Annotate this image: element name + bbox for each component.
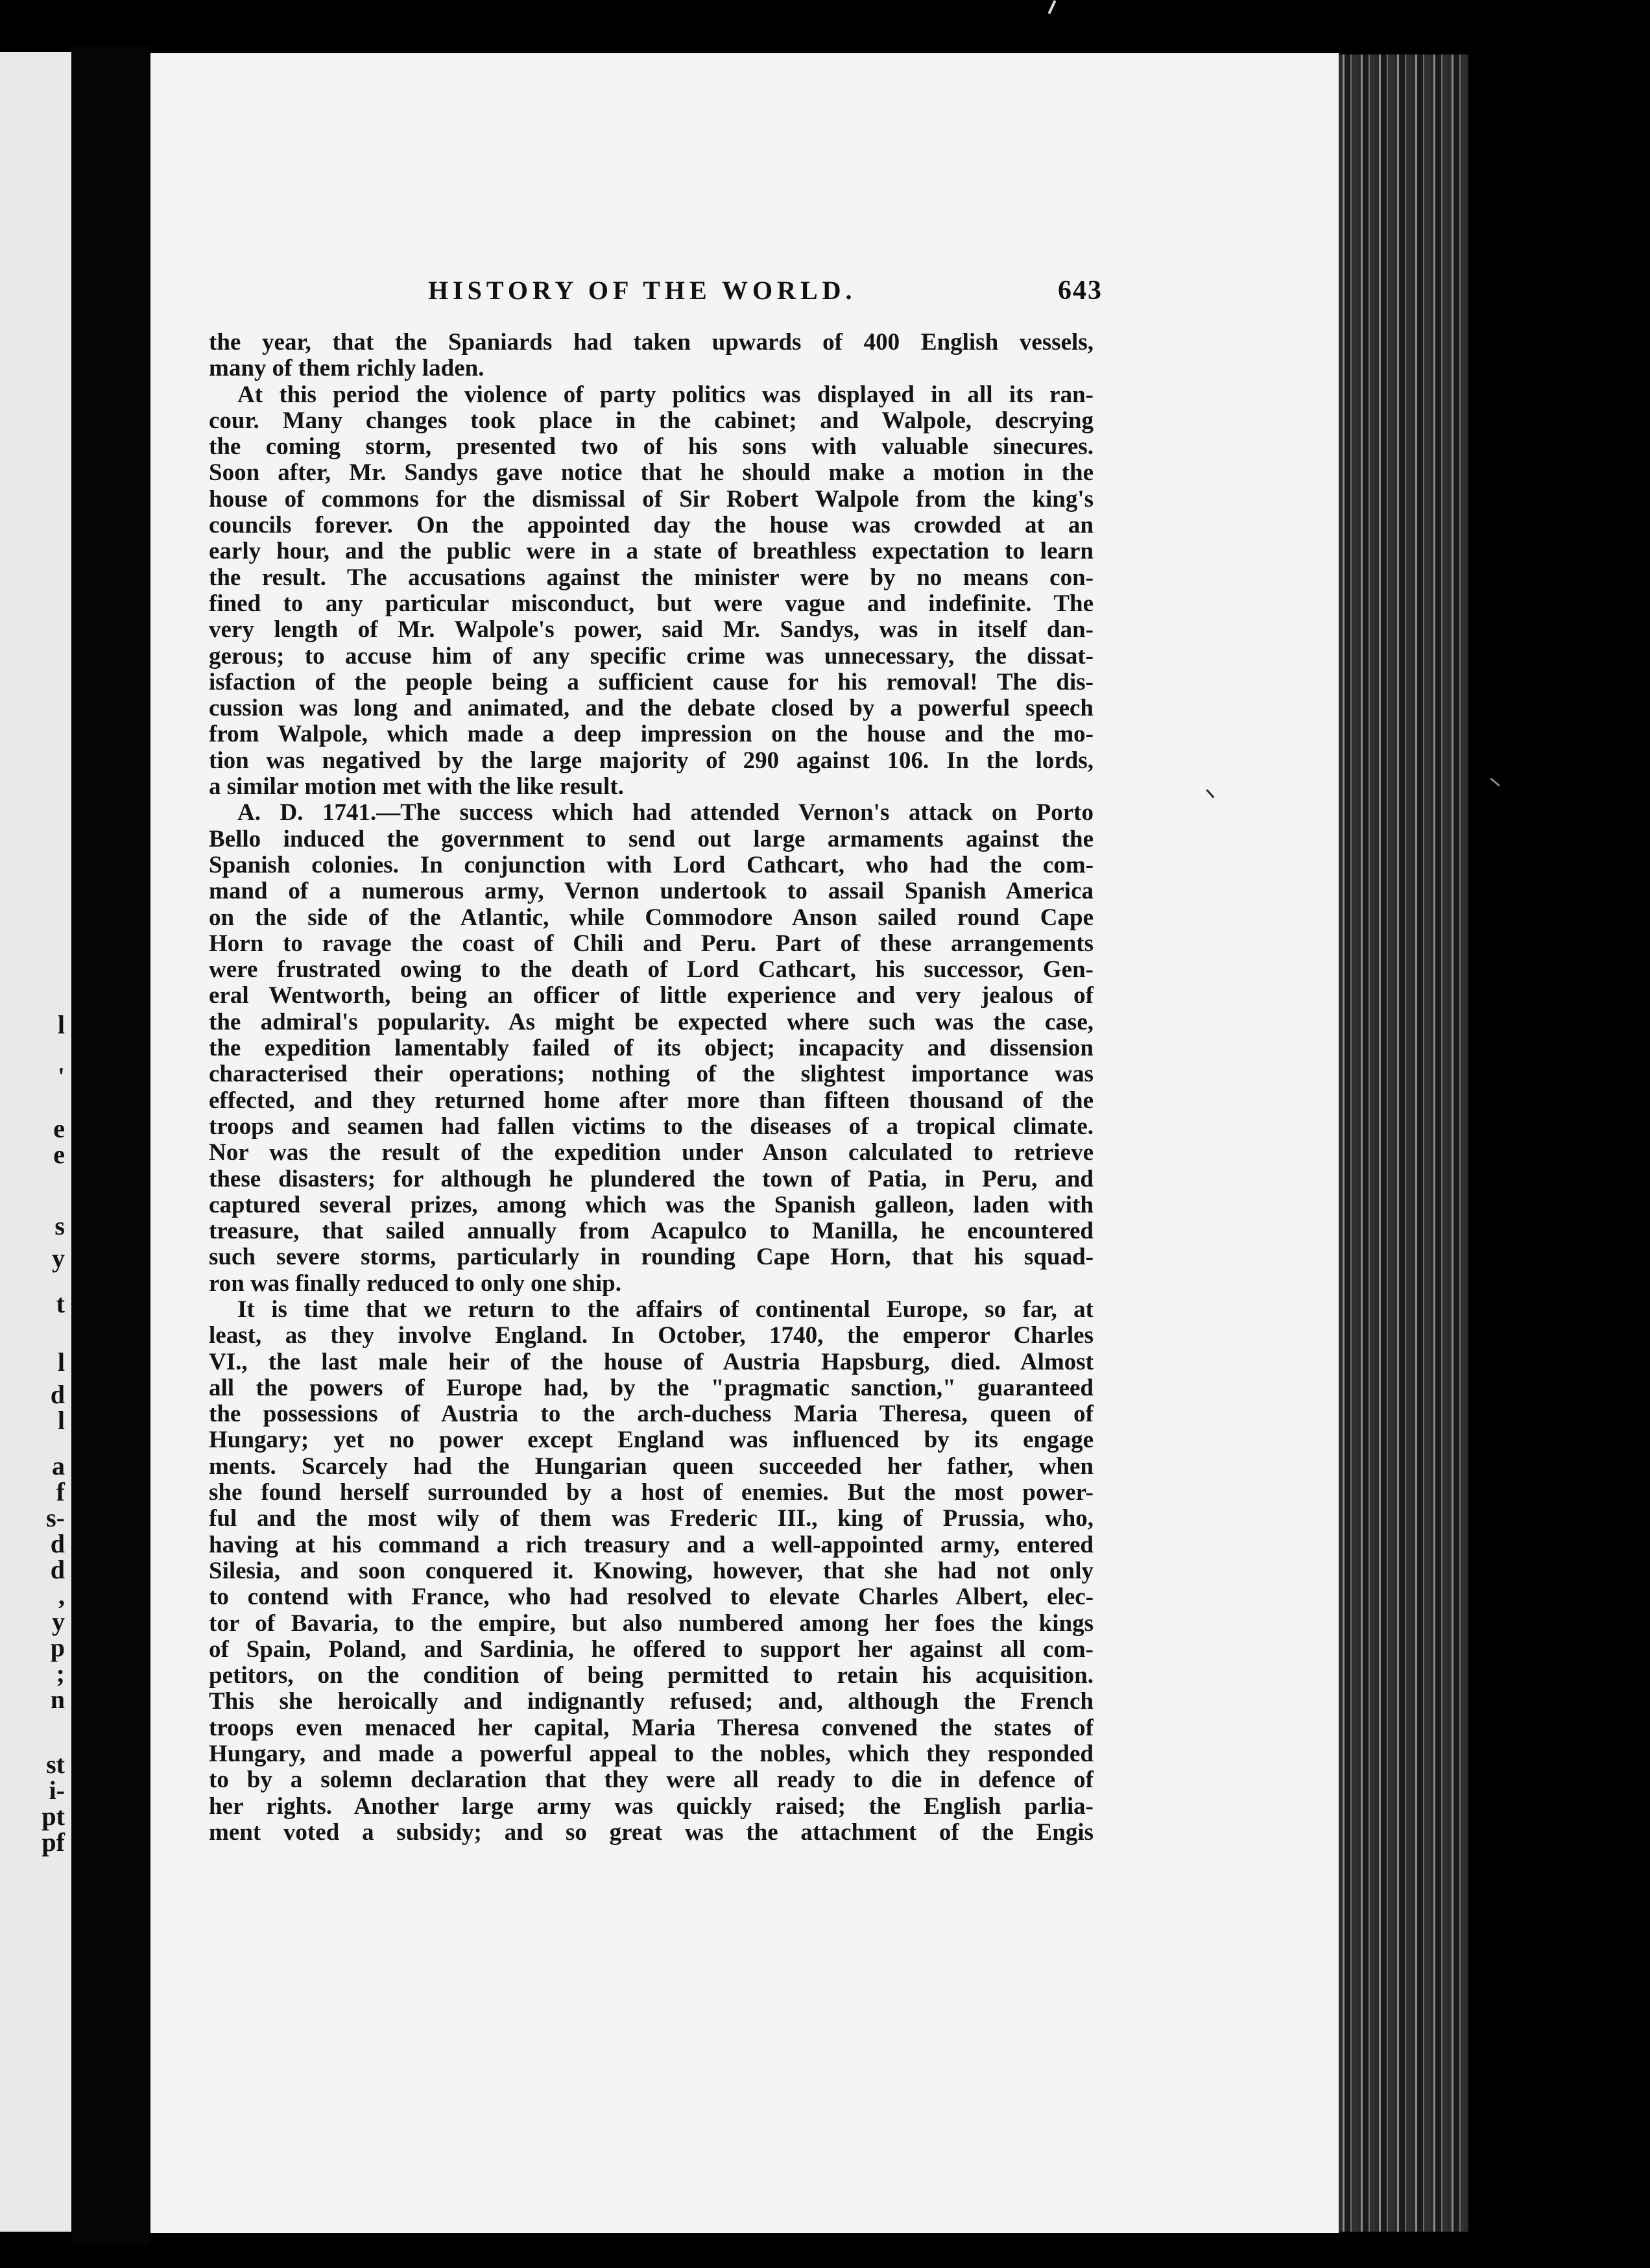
text-line: It is time that we return to the affairs of continental Europe, so far, at bbox=[237, 1296, 1094, 1323]
margin-fragment: n bbox=[50, 1685, 65, 1714]
text-line: on the side of the Atlantic, while Commodore Anson sailed round Cape bbox=[209, 904, 1094, 931]
text-line: gerous; to accuse him of any specific crime was unnecessary, the dissat- bbox=[209, 642, 1094, 670]
text-line: the year, that the Spaniards had taken upwards of 400 English vessels, bbox=[209, 329, 1094, 356]
margin-fragment: ; bbox=[56, 1659, 65, 1688]
margin-fragment: d bbox=[50, 1555, 65, 1584]
text-line: she found herself surrounded by a host of enemies. But the most power- bbox=[209, 1479, 1094, 1506]
text-line: the possessions of Austria to the arch-duchess Maria Theresa, queen of bbox=[209, 1401, 1094, 1428]
text-line: of Spain, Poland, and Sardinia, he offered to support her against all com- bbox=[209, 1635, 1094, 1663]
text-line: captured several prizes, among which was the Spanish galleon, laden with bbox=[209, 1191, 1094, 1218]
text-line: cussion was long and animated, and the debate closed by a powerful speech bbox=[209, 695, 1094, 722]
margin-fragment: ' bbox=[57, 1062, 65, 1091]
text-line: fined to any particular misconduct, but were vague and indefinite. The bbox=[209, 590, 1094, 617]
text-line: troops even menaced her capital, Maria Theresa convened the states of bbox=[209, 1714, 1094, 1741]
text-line: characterised their operations; nothing of the slightest importance was bbox=[209, 1061, 1094, 1088]
text-line: to contend with France, who had resolved to elevate Charles Albert, elec- bbox=[209, 1584, 1094, 1611]
margin-fragment: l bbox=[57, 1010, 65, 1039]
text-line: Silesia, and soon conquered it. Knowing, however, that she had not only bbox=[209, 1557, 1094, 1584]
text-line: Nor was the result of the expedition under Anson calculated to retrieve bbox=[209, 1139, 1094, 1166]
text-line: house of commons for the dismissal of Sir Robert Walpole from the king's bbox=[209, 485, 1094, 513]
margin-fragment: s- bbox=[46, 1503, 65, 1532]
text-line: the admiral's popularity. As might be expected where such was the case, bbox=[209, 1008, 1094, 1035]
text-line: tor of Bavaria, to the empire, but also numbered among her foes the kings bbox=[209, 1610, 1094, 1637]
text-line: many of them richly laden. bbox=[209, 355, 484, 382]
text-line: Soon after, Mr. Sandys gave notice that he should make a motion in the bbox=[209, 459, 1094, 487]
text-line: mand of a numerous army, Vernon undertook to assail Spanish America bbox=[209, 878, 1094, 905]
text-line: cour. Many changes took place in the cabinet; and Walpole, descrying bbox=[209, 407, 1094, 434]
text-line: treasure, that sailed annually from Acapulco to Manilla, he encountered bbox=[209, 1218, 1094, 1245]
margin-fragment: st bbox=[46, 1750, 65, 1779]
book-gutter bbox=[71, 45, 149, 2245]
text-line: having at his command a rich treasury and a well-appointed army, entered bbox=[209, 1531, 1094, 1558]
text-line: ment voted a subsidy; and so great was the attachment of the Engis bbox=[209, 1818, 1094, 1846]
text-line: This she heroically and indignantly refused; and, although the French bbox=[209, 1688, 1094, 1715]
text-line: such severe storms, particularly in rounding Cape Horn, that his squad- bbox=[209, 1244, 1094, 1271]
text-line: petitors, on the condition of being permitted to retain his acquisition. bbox=[209, 1662, 1094, 1689]
text-line: the expedition lamentably failed of its object; incapacity and dissension bbox=[209, 1035, 1094, 1062]
margin-fragment: y bbox=[52, 1607, 65, 1636]
scan-speck bbox=[1490, 778, 1500, 787]
text-line: At this period the violence of party politics was displayed in all its ran- bbox=[237, 381, 1094, 408]
margin-fragment: p bbox=[50, 1633, 65, 1662]
text-line: these disasters; for although he plundered the town of Patia, in Peru, and bbox=[209, 1165, 1094, 1192]
scan-mark bbox=[1048, 0, 1057, 14]
text-line: eral Wentworth, being an officer of little experience and very jealous of bbox=[209, 982, 1094, 1009]
text-line: were frustrated owing to the death of Lord Cathcart, his successor, Gen- bbox=[209, 956, 1094, 983]
text-line: ful and the most wily of them was Frederic III., king of Prussia, who, bbox=[209, 1505, 1094, 1532]
text-line: tion was negatived by the large majority of 290 against 106. In the lords, bbox=[209, 747, 1094, 774]
text-line: ments. Scarcely had the Hungarian queen succeeded her father, when bbox=[209, 1453, 1094, 1480]
margin-fragment: t bbox=[56, 1289, 65, 1318]
text-line: from Walpole, which made a deep impression on the house and the mo- bbox=[209, 721, 1094, 748]
text-line: to by a solemn declaration that they were all ready to die in defence of bbox=[209, 1767, 1094, 1794]
text-line: Horn to ravage the coast of Chili and Peru. Part of these arrangements bbox=[209, 930, 1094, 957]
margin-fragment: a bbox=[52, 1451, 65, 1480]
text-line: early hour, and the public were in a state of breathless expectation to learn bbox=[209, 538, 1094, 565]
text-line: VI., the last male heir of the house of Austria Hapsburg, died. Almost bbox=[209, 1348, 1094, 1375]
margin-fragment: y bbox=[52, 1244, 65, 1273]
margin-fragment: e bbox=[53, 1114, 65, 1143]
body-text bbox=[209, 330, 1094, 1846]
text-line: effected, and they returned home after more than fifteen thousand of the bbox=[209, 1087, 1094, 1114]
margin-fragment: d bbox=[50, 1529, 65, 1558]
margin-fragment: i- bbox=[49, 1776, 65, 1805]
text-line: very length of Mr. Walpole's power, said Mr. Sandys, was in itself dan- bbox=[209, 616, 1094, 644]
text-line: Bello induced the government to send out large armaments against the bbox=[209, 825, 1094, 852]
text-line: ron was finally reduced to only one ship. bbox=[209, 1270, 621, 1297]
text-line: councils forever. On the appointed day the house was crowded at an bbox=[209, 512, 1094, 539]
margin-fragment: s bbox=[54, 1211, 65, 1240]
text-line: the result. The accusations against the minister were by no means con- bbox=[209, 564, 1094, 591]
margin-fragment: e bbox=[53, 1140, 65, 1169]
text-line: a similar motion met with the like result. bbox=[209, 773, 624, 801]
text-line: her rights. Another large army was quickly raised; the English parlia- bbox=[209, 1792, 1094, 1820]
margin-fragment: l bbox=[57, 1406, 65, 1435]
text-line: A. D. 1741.—The success which had attended Vernon's attack on Porto bbox=[237, 799, 1094, 826]
page-fore-edge bbox=[1339, 54, 1468, 2232]
margin-fragment: pt bbox=[42, 1802, 65, 1831]
text-line: Spanish colonies. In conjunction with Lord Cathcart, who had the com- bbox=[209, 851, 1094, 878]
running-head: HISTORY OF THE WORLD. bbox=[428, 276, 857, 305]
previous-page-fragment bbox=[0, 52, 71, 2232]
text-line: troops and seamen had fallen victims to the diseases of a tropical climate. bbox=[209, 1113, 1094, 1140]
margin-fragment: , bbox=[58, 1581, 65, 1610]
text-line: Hungary, and made a powerful appeal to the nobles, which they responded bbox=[209, 1741, 1094, 1768]
margin-fragment: pf bbox=[42, 1828, 65, 1857]
text-line: all the powers of Europe had, by the "pragmatic sanction," guaranteed bbox=[209, 1374, 1094, 1401]
text-line: isfaction of the people being a sufficient cause for his removal! The dis- bbox=[209, 668, 1094, 695]
margin-fragment: d bbox=[50, 1380, 65, 1409]
text-line: Hungary; yet no power except England was influenced by its engage bbox=[209, 1427, 1094, 1454]
text-line: least, as they involve England. In October, 1740, the emperor Charles bbox=[209, 1322, 1094, 1349]
text-line: the coming storm, presented two of his sons with valuable sinecures. bbox=[209, 433, 1094, 461]
margin-fragment: f bbox=[56, 1477, 65, 1506]
margin-fragment: l bbox=[57, 1347, 65, 1377]
page-number: 643 bbox=[1058, 276, 1103, 306]
